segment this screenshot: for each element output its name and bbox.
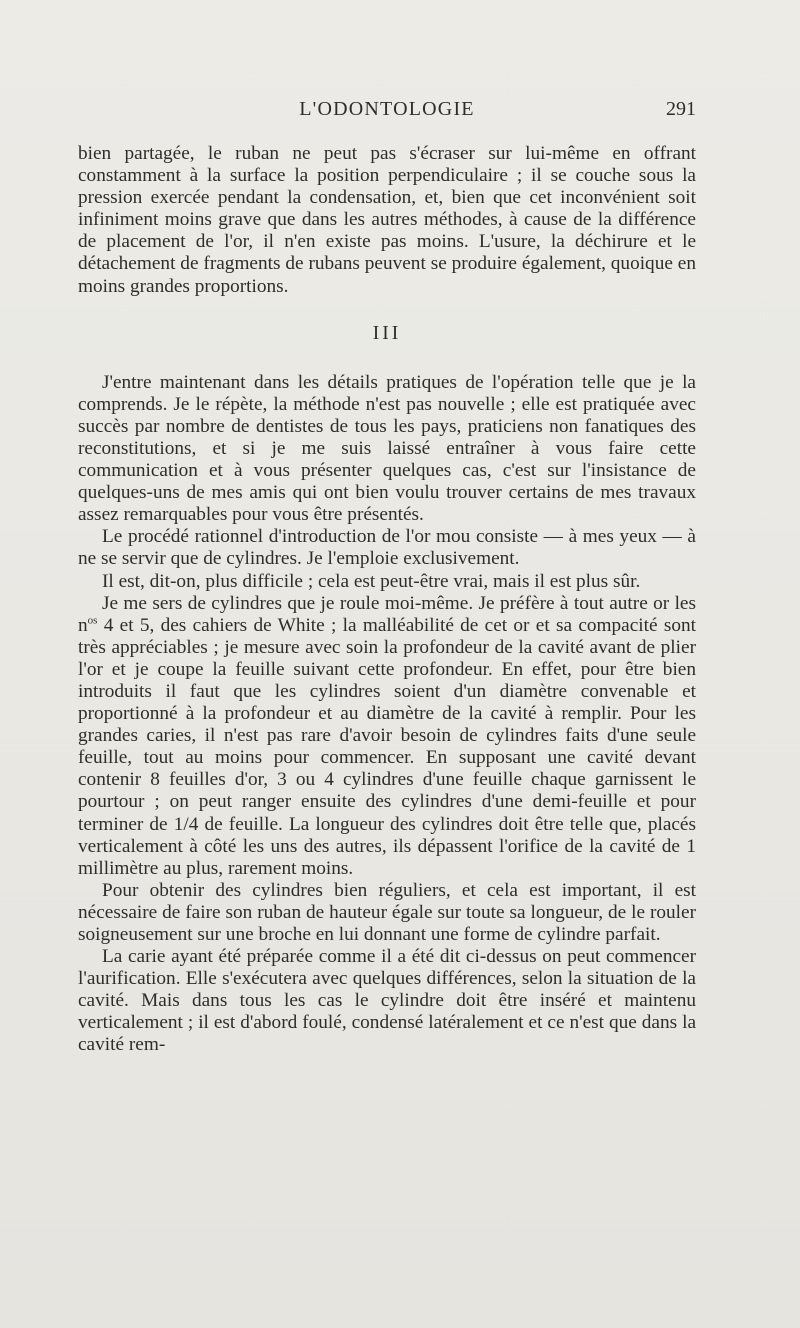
superscript: os — [87, 614, 98, 627]
paragraph-text: Je me sers de cylindres que je roule moi-même. Je préfère à tout autre or les n — [78, 592, 696, 636]
paragraph-continuation: bien partagée, le ruban ne peut pas s'écraser sur lui-même en offrant constamment à la surface la position perpendiculaire ; il se couche sous la pression exercée pendant la condensation, et, bien que cet inconvénient soit infiniment moins grave que dans les autres méthodes, à cause de la différence de placement de l'or, il n'en existe pas moins. L'usure, la déchirure et le détachement de fragments de rubans peuvent se produire également, quoique en moins grandes proportions. — [78, 143, 696, 297]
paragraph: Le procédé rationnel d'introduction de l'or mou consiste — à mes yeux — à ne se servir que de cylindres. Je l'emploie exclusivement. — [78, 526, 696, 570]
paragraph-text: 4 et 5, des cahiers de White ; la malléabilité de cet or et sa compacité sont très appréciables ; je mesure avec soin la profondeur de la cavité avant de plier l'or et je coupe la feuille suivant cette profondeur. En effet, pour être bien introduits il faut que les cylindres soient d'un diamètre convenable et proportionné à la profondeur et au diamètre de la cavité à remplir. Pour les grandes caries, il n'est pas rare d'avoir besoin de cylindres faits d'une seule feuille, tout au moins pour commencer. En supposant une cavité devant contenir 8 feuilles d'or, 3 ou 4 cylindres d'une feuille chaque garnissent le pourtour ; on peut ranger ensuite des cylindres d'une demi-feuille et pour terminer de 1/4 de feuille. La longueur des cylindres doit être telle que, placés verticalement à côté les uns des autres, ils dépassent l'orifice de la cavité de 1 millimètre au plus, rarement moins. — [78, 614, 696, 879]
paragraph: Pour obtenir des cylindres bien réguliers, et cela est important, il est nécessaire de faire son ruban de hauteur égale sur toute sa longueur, de le rouler soigneusement sur une broche en lui donnant une forme de cylindre parfait. — [78, 879, 696, 945]
running-title: L'ODONTOLOGIE — [299, 98, 475, 120]
paragraph: J'entre maintenant dans les détails pratiques de l'opération telle que je la comprends. Je le répète, la méthode n'est pas nouvelle ; elle est pratiquée avec succès par nombre de dentistes de tous les pays, praticiens non fanatiques des reconstitutions, et si je me suis laissé entraîner à vous faire cette communication et à vous présenter quelques cas, c'est sur l'insistance de quelques-uns de mes amis qui ont bien voulu trouver certains de mes travaux assez remarquables pour vous être présentés. — [78, 371, 696, 526]
page-number: 291 — [666, 98, 696, 120]
paragraph — [78, 593, 696, 880]
paragraph: Il est, dit-on, plus difficile ; cela est peut-être vrai, mais il est plus sûr. — [102, 570, 641, 592]
paragraph: La carie ayant été préparée comme il a été dit ci-dessus on peut commencer l'aurification. Elle s'exécutera avec quelques différences, selon la situation de la cavité. Mais dans tous les cas le cylindre doit être inséré et maintenu verticalement ; il est d'abord foulé, condensé latéralement et ce n'est que dans la cavité rem- — [78, 946, 696, 1056]
running-header — [78, 98, 696, 126]
body-text — [78, 143, 696, 1057]
section-heading: III — [372, 322, 402, 344]
